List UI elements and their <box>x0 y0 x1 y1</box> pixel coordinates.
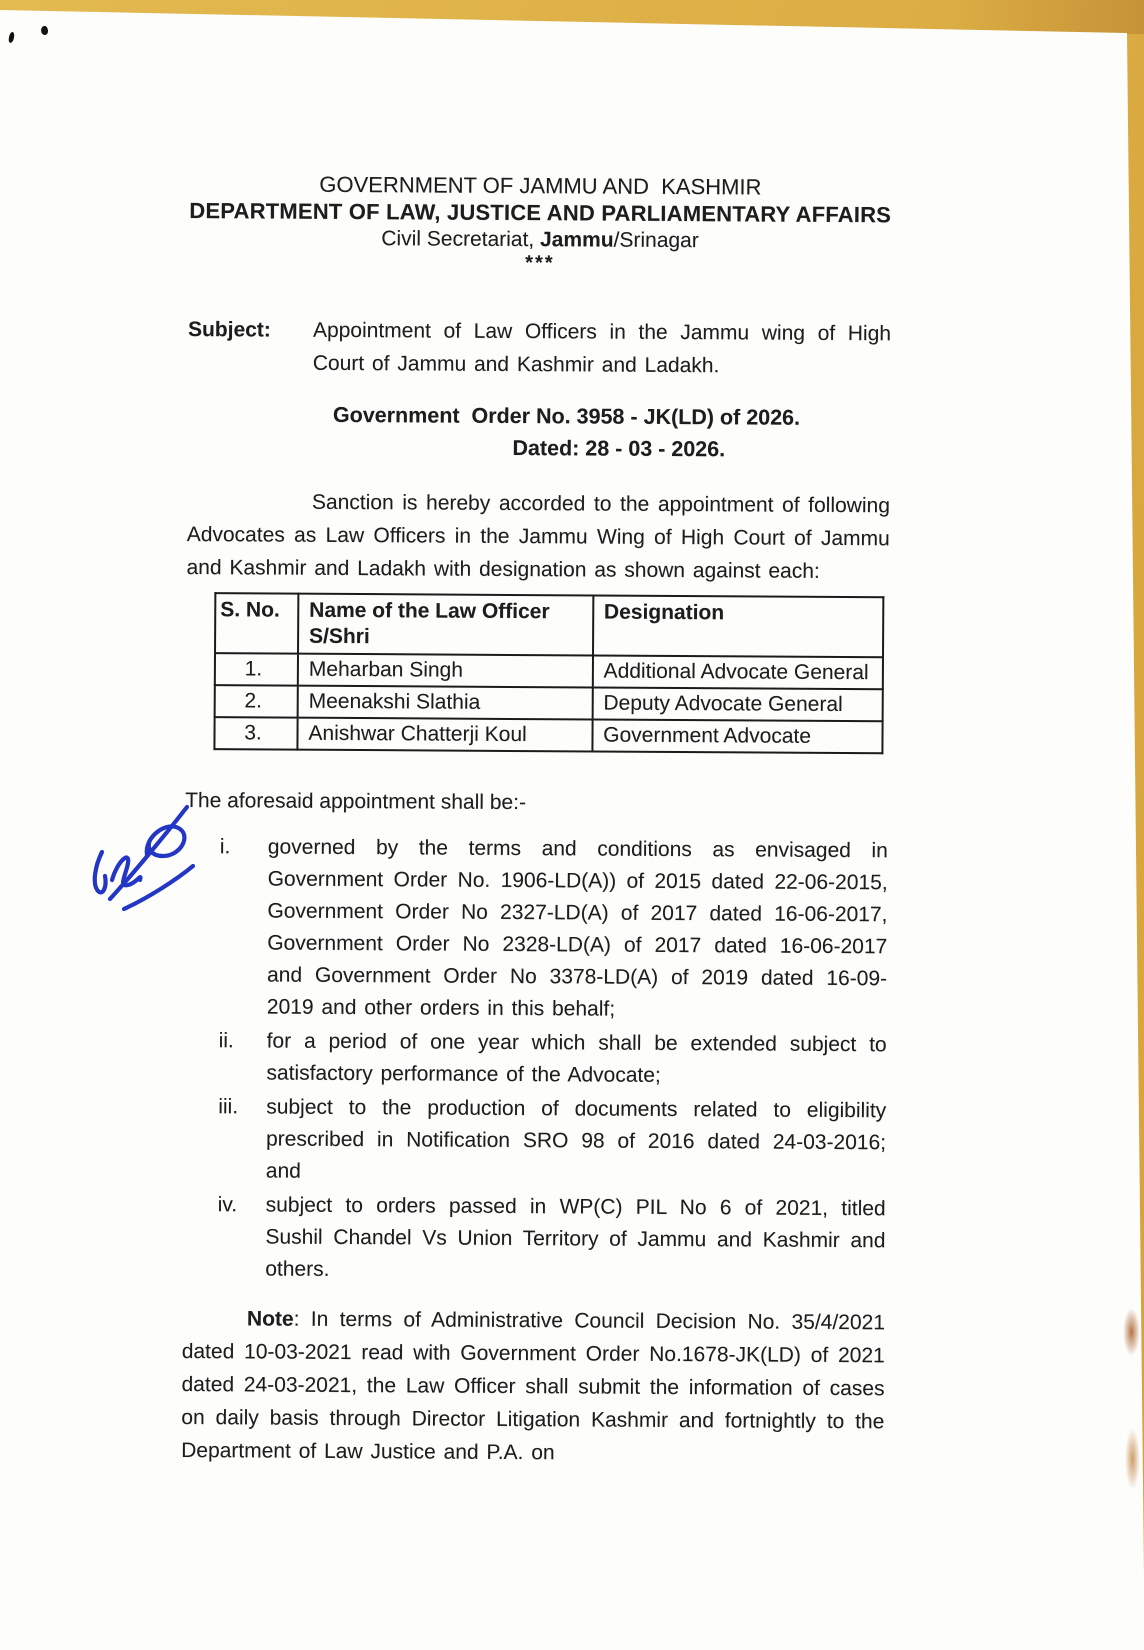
government-name: GOVERNMENT OF JAMMU AND KASHMIR <box>319 171 762 200</box>
officer-name: Meenakshi Slathia <box>298 686 593 720</box>
officer-designation: Deputy Advocate General <box>592 687 883 721</box>
appointments-table <box>213 592 884 754</box>
table-row <box>215 653 883 689</box>
condition-item <box>184 831 888 1027</box>
signature-ink <box>90 792 198 912</box>
condition-number: iii. <box>218 1095 239 1119</box>
note-paragraph <box>181 1302 885 1471</box>
condition-text: for a period of one year which shall be extended subject to satisfactory performance of the Advocate; <box>266 1029 887 1087</box>
office-location-prefix: Civil Secretariat, <box>381 227 541 252</box>
scan-smudge <box>1123 1308 1140 1356</box>
condition-number: iv. <box>217 1193 238 1217</box>
condition-item <box>183 1091 887 1191</box>
note-label: Note <box>246 1307 294 1331</box>
condition-text: governed by the terms and conditions as envisaged in Government Order No. 1906-LD(A)) of 2015 dated 22-06-2015, Government Order No 2327-LD(A) of 2017 dated 16-06-2017, Government Order No 2328-LD(A) of 2017 dated 16-06-2017 and Government Order No 3378-LD(A) of 2019 dated 16-09-2019 and other orders in this behalf; <box>266 835 888 1021</box>
officer-designation: Government Advocate <box>592 719 883 753</box>
separator-stars: *** <box>525 252 555 275</box>
condition-text: subject to the production of documents related to eligibility prescribed in Notification SRO 98 of 2016 dated 24-03-2016; and <box>265 1095 887 1183</box>
condition-item <box>182 1189 886 1289</box>
condition-text: subject to orders passed in WP(C) PIL No 6 of 2021, titled Sushil Chandel Vs Union Territory of Jammu and Kashmir and others. <box>265 1193 886 1281</box>
row-number: 3. <box>214 717 297 750</box>
table-header-name: Name of the Law Officer S/Shri <box>298 594 593 656</box>
order-date-line: Dated: 28 - 03 - 2026. <box>512 435 726 462</box>
scan-edge-shade <box>950 0 1144 34</box>
office-location-city: Jammu <box>539 228 614 252</box>
aforesaid-line: The aforesaid appointment shall be:- <box>185 788 527 815</box>
scan-smudge <box>1125 1428 1140 1490</box>
intro-paragraph: Sanction is hereby accorded to the appointment of following Advocates as Law Officers in the Jammu Wing of High Court of Jammu and Kashmir and Ladakh with designation as shown against each: <box>186 490 890 583</box>
office-location-suffix: /Srinagar <box>613 228 699 253</box>
table-header-row <box>215 593 883 657</box>
table-header-designation: Designation <box>593 595 884 657</box>
order-number-line: Government Order No. 3958 - JK(LD) of 2026. <box>332 402 801 430</box>
department-name: DEPARTMENT OF LAW, JUSTICE AND PARLIAMENTARY AFFAIRS <box>189 198 892 228</box>
condition-number: i. <box>219 835 231 859</box>
row-number: 2. <box>215 685 298 718</box>
officer-name: Meharban Singh <box>298 654 593 688</box>
table-row <box>214 717 882 753</box>
document-content <box>181 0 893 1471</box>
officer-name: Anishwar Chatterji Koul <box>297 718 592 752</box>
table-row <box>215 685 883 721</box>
subject-block <box>188 313 891 383</box>
condition-number: ii. <box>218 1029 234 1053</box>
office-location <box>188 224 891 255</box>
note-text: : In terms of Administrative Council Decision No. 35/4/2021 dated 10-03-2021 read with Government Order No.1678-JK(LD) of 2021 dated 24-03-2021, the Law Officer shall submit the information of cases on daily basis through Director Litigation Kashmir and fortnightly to the Department of Law Justice and P.A. on <box>181 1307 886 1465</box>
subject-label: Subject: <box>187 317 271 342</box>
document-header <box>188 170 892 276</box>
row-number: 1. <box>215 653 298 686</box>
condition-item <box>183 1025 886 1093</box>
officer-designation: Additional Advocate General <box>592 655 883 689</box>
table-header-sno: S. No. <box>215 593 298 654</box>
conditions-list <box>182 831 888 1289</box>
order-block <box>187 398 890 466</box>
subject-text: Appointment of Law Officers in the Jammu wing of High Court of Jammu and Kashmir and Ladakh. <box>312 318 892 378</box>
